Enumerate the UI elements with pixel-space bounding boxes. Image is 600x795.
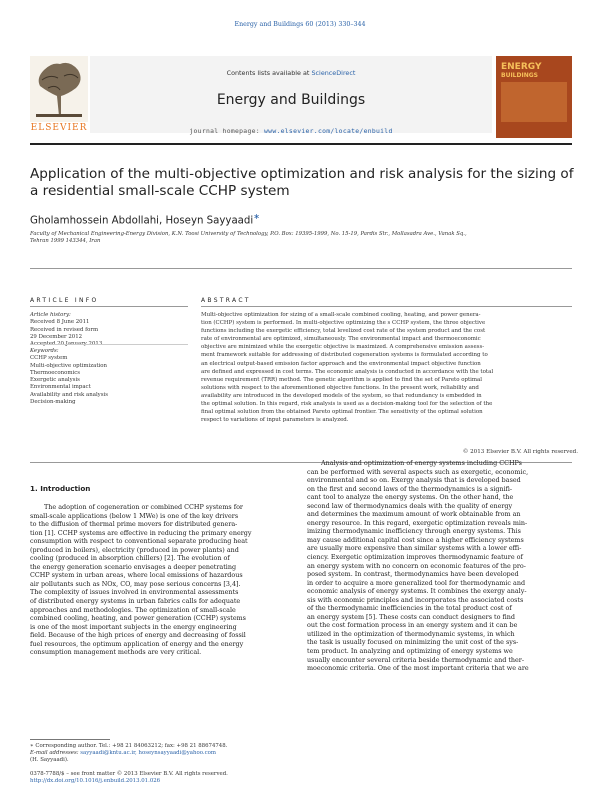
body-line: sis with economic principles and incorporates the associated costs <box>307 595 524 604</box>
keyword: Availability and risk analysis <box>30 391 108 398</box>
body-line: fuel resources, the optimum application of energy and the energy <box>30 639 244 648</box>
keyword: Thermoeconomics <box>30 369 80 376</box>
abstract-line: revenue requirement (TRR) method. The genetic algorithm is applied to find the set of Pareto optimal <box>201 376 483 383</box>
body-line: are usually more expensive than similar systems with a lower effi- <box>307 544 522 553</box>
body-line: an energy system [5]. These costs can conduct designers to find <box>307 612 515 621</box>
section-heading-introduction: 1. Introduction <box>30 484 91 493</box>
cover-word-energy: ENERGY <box>501 62 542 72</box>
page-footer <box>30 771 430 785</box>
sciencedirect-link[interactable]: ScienceDirect <box>311 69 356 77</box>
body-line: (produced in boilers), electricity (produced in power plants) and <box>30 545 239 554</box>
keyword: CCHP system <box>30 355 68 362</box>
body-line: on the first and second laws of the thermodynamics is a signifi- <box>307 484 513 493</box>
doi-link[interactable]: http://dx.doi.org/10.1016/j.enbuild.2013.01.026 <box>30 778 161 785</box>
abstract-line: availability are introduced in the developed models of the system, so that redundancy is embedded in <box>201 392 482 399</box>
body-line: an energy system with no concern on economic features of the pro- <box>307 561 526 570</box>
body-line: field. Because of the high prices of energy and decreasing of fossil <box>30 631 246 640</box>
abstract-line: an electrical output-based emission factor approach and the environmental impact objective function <box>201 360 481 367</box>
body-line: imizing thermodynamic inefficiency through energy systems. This <box>307 527 521 536</box>
body-line: Analysis and optimization of energy systems including CCHPs <box>321 459 522 467</box>
body-line: moeconomic criteria. One of the most important criteria that we are <box>307 664 529 673</box>
body-line: usually encounter several criteria beside thermodynamic and ther- <box>307 655 525 664</box>
journal-homepage <box>90 127 492 135</box>
elsevier-tree-logo <box>30 56 88 132</box>
contents-prefix: Contents lists available at <box>226 69 312 77</box>
affiliation-line-1: Faculty of Mechanical Engineering-Energy Division, K.N. Toosi University of Technology, P.O. Box: 19395-1999, No. 15-19, Pardis Str., Mollasadra Ave., Vanak Sq., <box>30 231 467 237</box>
journal-cover-image <box>496 56 572 138</box>
abstract-body <box>201 311 578 424</box>
article-history <box>30 312 190 348</box>
body-line: energy resource. In this regard, exergetic optimization reveals min- <box>307 518 528 527</box>
body-line: is one of the most important subjects in the energy engineering <box>30 622 237 631</box>
email-label: E-mail addresses: <box>30 750 81 757</box>
body-line: CCHP system in urban areas, where local emissions of hazardous <box>30 571 243 580</box>
history-item: 29 December 2012 <box>30 333 83 340</box>
abstract-line: the optimal solution. In this regard, risk analysis is used as a decision-making tool for the selection of the <box>201 401 493 408</box>
author-list <box>30 212 260 226</box>
abstract-rule <box>201 306 572 307</box>
title-divider <box>30 268 572 269</box>
history-label: Article history: <box>30 312 71 318</box>
title-line-1: Application of the multi-objective optimization and risk analysis for the sizing of <box>30 166 574 182</box>
footnote-contact: ∗ Corresponding author. Tel.: +98 21 84063212; fax: +98 21 88674748. <box>30 743 228 749</box>
body-line: combined cooling, heating, and power generation (CCHP) systems <box>30 614 246 623</box>
keywords-label: Keywords: <box>30 348 59 354</box>
body-line: air pollutants such as NOx, CO, may pose serious concerns [3,4]. <box>30 579 241 588</box>
publisher-logo-text: ELSEVIER <box>30 123 88 133</box>
body-line: can be performed with several aspects such as exergetic, economic, <box>307 467 529 476</box>
abstract-line: respect to variations of input parameters is analyzed. <box>201 417 349 424</box>
body-line: of distributed energy systems in urban fabrics calls for adequate <box>30 597 241 606</box>
footnote-rule <box>30 739 110 740</box>
body-line: may cause additional capital cost since a higher efficiency systems <box>307 535 524 544</box>
keywords <box>30 348 190 406</box>
article-info-rule <box>30 306 188 307</box>
keyword: Decision-making <box>30 399 76 406</box>
article-title <box>30 166 575 200</box>
footnote-name: (H. Sayyaadi). <box>30 757 69 764</box>
body-line: consumption management methods are very critical. <box>30 648 202 657</box>
corresponding-author-footnote <box>30 743 295 765</box>
history-divider <box>30 344 188 345</box>
body-line: tion [1]. CCHP systems are effective in reducing the primary energy <box>30 528 252 537</box>
body-line: environmental and so on. Exergy analysis that is developed based <box>307 476 521 485</box>
body-line: economic analysis of energy systems. It combines the exergy analy- <box>307 587 527 596</box>
keyword: Exergetic analysis <box>30 377 80 384</box>
body-line: and determines the maximum amount of work obtainable from an <box>307 510 521 519</box>
abstract-line: rate of environmental are optimized, simultaneously. The environmental impact and thermoeconomic <box>201 336 481 343</box>
body-line: tem product. In analyzing and optimizing of energy systems we <box>307 647 513 656</box>
corresponding-author-mark[interactable]: ∗ <box>253 212 260 221</box>
article-info-heading: ARTICLE INFO <box>30 297 99 304</box>
keyword: Multi-objective optimization <box>30 362 107 369</box>
intro-left-column <box>30 503 295 657</box>
body-line: out the cost formation process in an energy system and it can be <box>307 621 518 630</box>
body-line: approaches and methodologies. The optimization of small-scale <box>30 605 236 614</box>
homepage-link[interactable]: www.elsevier.com/locate/enbuild <box>264 127 393 135</box>
abstract-line: functions including the exergetic efficiency, total levelized cost rate of the system product and the cost <box>201 328 486 335</box>
abstract-line: final optimal solution from the obtained Pareto optimal frontier. The sensitivity of the optimal solution <box>201 409 483 416</box>
copyright-notice: © 2013 Elsevier B.V. All rights reserved. <box>462 449 578 455</box>
email-links[interactable]: sayyaadi@kntu.ac.ir, hoseynsayyaadi@yahoo.com <box>80 750 216 757</box>
abstract-line: objective are minimized while the exergetic objective is maximized. A comprehensive emission assess- <box>201 344 485 351</box>
journal-title: Energy and Buildings <box>216 92 366 108</box>
intro-right-column <box>307 459 572 673</box>
abstract-line: are defined and expressed in cost terms. The economic analysis is conducted in accordance with the total <box>201 368 494 375</box>
body-line: in order to acquire a more generalized tool for thermodynamic and <box>307 578 526 587</box>
body-line: to the diffusion of thermal prime movers for distributed genera- <box>30 520 238 529</box>
abstract-heading: ABSTRACT <box>201 297 251 304</box>
history-item: Received 8 June 2011 <box>30 319 90 326</box>
body-line: the task is usually focused on minimizing the unit cost of the sys- <box>307 638 519 647</box>
body-line: The complexity of issues involved in environmental assessments <box>30 588 239 597</box>
body-line: consumption with respect to conventional separate producing heat <box>30 537 248 546</box>
homepage-prefix: journal homepage: <box>189 127 265 135</box>
body-line: utilized in the optimization of thermodynamic systems, in which <box>307 629 515 638</box>
affiliation <box>30 231 570 245</box>
authors-text: Gholamhossein Abdollahi, Hoseyn Sayyaadi <box>30 215 254 227</box>
journal-reference[interactable]: Energy and Buildings 60 (2013) 330–344 <box>234 21 366 28</box>
body-line: second law of thermodynamics deals with the quality of energy <box>307 501 513 510</box>
title-line-2: a residential small-scale CCHP system <box>30 183 290 199</box>
body-line: small-scale applications (below 1 MWe) is one of the key drivers <box>30 511 239 520</box>
body-line: ciency. Exergetic optimization improves thermodynamic feature of <box>307 553 523 562</box>
body-line: posed system. In contrast, thermodynamics have been developed <box>307 570 519 579</box>
abstract-line: ment framework suitable for addressing of distributed cogeneration systems is formulated according to <box>201 352 488 359</box>
keyword: Environmental impact <box>30 384 91 391</box>
cover-word-buildings: BUILDINGS <box>501 72 538 79</box>
body-line: The adoption of cogeneration or combined CCHP systems for <box>44 503 243 511</box>
issn-line: 0378-7788/$ – see front matter © 2013 Elsevier B.V. All rights reserved. <box>30 771 228 777</box>
cover-graphic <box>501 82 567 122</box>
abstract-line: Multi-objective optimization for sizing of a small-scale combined cooling, heating, and power genera- <box>201 312 481 318</box>
affiliation-line-2: Tehran 1999 143344, Iran <box>30 238 101 245</box>
body-line: cooling (produced in absorption chillers) [2]. The evolution of <box>30 554 230 563</box>
abstract-line: solutions with respect to the aforementioned objective functions. In the present work, reliability and <box>201 384 479 391</box>
abstract-line: tion (CCHP) system is performed. In multi-objective optimizing the s CCHP system, the three objective <box>201 320 486 327</box>
contents-available <box>90 69 492 77</box>
header-divider <box>30 143 572 145</box>
history-item: Received in revised form <box>30 326 99 333</box>
body-line: the energy generation scenario envisages a deeper penetrating <box>30 562 237 571</box>
body-line: of the thermodynamic inefficiencies in the total product cost of <box>307 604 512 613</box>
body-line: cant tool to analyze the energy systems. On the other hand, the <box>307 493 514 502</box>
